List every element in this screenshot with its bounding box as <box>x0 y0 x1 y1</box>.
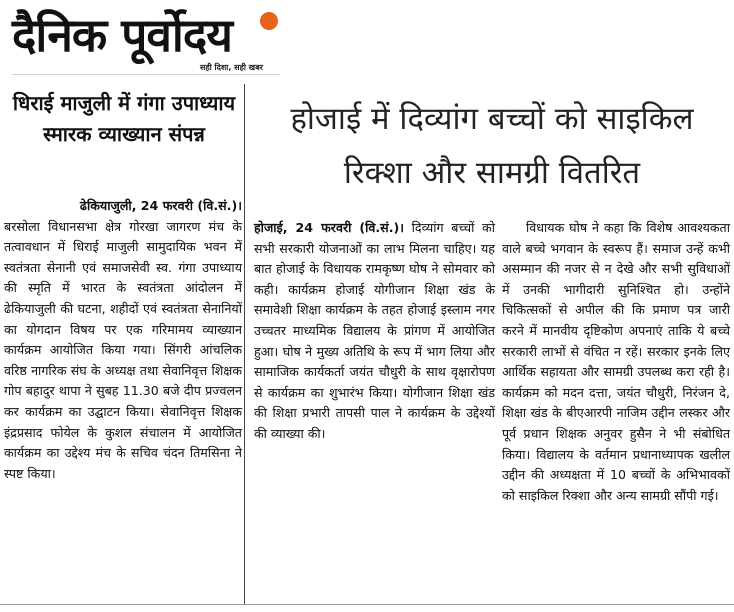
left-article-headline: धिराई माजुली में गंगा उपाध्याय स्मारक व्याख्यान संपन्न <box>12 91 236 146</box>
left-article-body <box>4 196 242 484</box>
sun-logo-icon <box>260 12 278 30</box>
masthead <box>10 4 280 86</box>
newspaper-tagline: सही दिशा, सही खबर <box>200 63 264 72</box>
main-article-headline: होजाई में दिव्यांग बच्चों को साइकिल रिक्शा और सामग्री वितरित <box>290 101 694 191</box>
column-divider <box>244 84 245 604</box>
main-article-dateline: होजाई, 24 फरवरी (वि.सं.)। <box>254 220 405 235</box>
newspaper-title: दैनिक पूर्वोदय <box>12 8 232 62</box>
bottom-rule <box>0 604 734 605</box>
masthead-divider <box>12 74 280 75</box>
left-article-dateline: ढेकियाजुली, 24 फरवरी (वि.सं.)। <box>79 198 242 213</box>
main-article-column-1 <box>254 218 495 445</box>
main-article-para1: दिव्यांग बच्चों को सभी सरकारी योजनाओं का लाभ मिलना चाहिए। यह बात होजाई के विधायक रामकृष्ण घोष ने सोमवार को कही। कार्यक्रम होजाई योगीजान शिक्षा खंड के समावेशी शिक्षा कार्यक्रम के तहत होजाई इस्लाम नगर उच्चतर माध्यमिक विद्यालय के प्रांगण में आयोजित हुआ। घोष ने मुख्य अतिथि के रूप में भाग लिया और सामाजिक कार्यकर्ता जयंत चौधुरी के साथ वृक्षारोपण से कार्यक्रम का शुभारंभ किया। योगीजान शिक्षा खंड की शिक्षा प्रभारी तापसी पाल ने कार्यक्रम के उद्देश्यों की व्याख्या की। <box>254 220 495 441</box>
left-article-text: बरसोला विधानसभा क्षेत्र गोरखा जागरण मंच के तत्वावधान में धिराई माजुली सामुदायिक भवन में स्वतंत्रता सेनानी एवं समाजसेवी स्व. गंगा उपाध्याय की स्मृति में भारत के स्वतंत्रता आंदोलन में ढेकियाजुली की घटना, शहीदों एवं स्वतंत्रता सेनानियों का योगदान विषय पर एक गरिमामय व्याख्यान कार्यक्रम आयोजित किया गया। सिंगरी आंचलिक वरिष्ठ नागरिक संघ के अध्यक्ष तथा सेवानिवृत्त शिक्षक गोप बहादुर थापा ने सुबह 11.30 बजे दीप प्रज्वलन कर कार्यक्रम का उद्घाटन किया। सेवानिवृत्त शिक्षक इंद्रप्रसाद फोयेल के कुशल संचालन में आयोजित कार्यक्रम का उद्देश्य मंच के सचिव चंदन तिमसिना ने स्पष्ट किया। <box>4 218 242 481</box>
main-article-para2: विधायक घोष ने कहा कि विशेष आवश्यकता वाले बच्चे भगवान के स्वरूप हैं। समाज उन्हें कभी असम्मान की नजर से न देखे और सभी सुविधाओं में उनकी भागीदारी सुनिश्चित हो। उन्होंने चिकित्सकों से अपील की कि प्रमाण पत्र जारी करने में मानवीय दृष्टिकोण अपनाएं ताकि ये बच्चे सरकारी लाभों से वंचित न रहें। सरकार इनके लिए आर्थिक सहायता और सामग्री उपलब्ध करा रही है। कार्यक्रम को मदन दत्ता, जयंत चौधुरी, निरंजन दे, शिक्षा खंड के बीएआरपी नाजिम उद्दीन लस्कर और पूर्व प्रधान शिक्षक अनुवर हुसैन ने भी संबोधित किया। विद्यालय के वर्तमान प्रधानाध्यापक खलील उद्दीन की अध्यक्षता में 10 बच्चों के अभिभावकों को साइकिल रिक्शा और अन्य सामग्री सौंपी गई। <box>502 220 730 503</box>
main-article-column-2 <box>502 218 730 506</box>
